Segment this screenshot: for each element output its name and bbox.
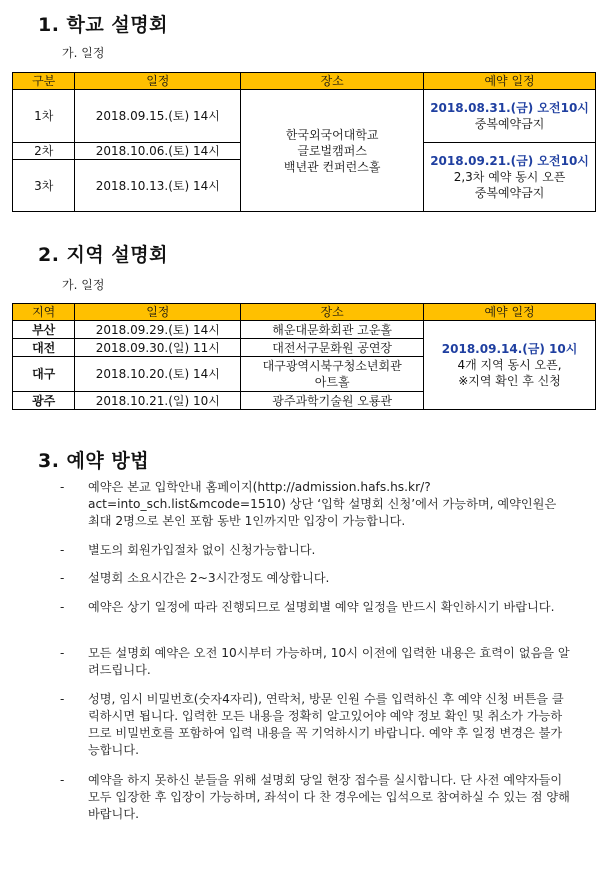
bullet: - [60,600,65,614]
date-cell: 2018.10.21.(일) 10시 [75,392,241,410]
section1-sub: 가. 일정 [62,46,105,60]
col-header: 일정 [75,73,241,90]
reservation-item: 설명회 소요시간은 2~3시간정도 예상합니다. [88,571,330,585]
region-cell: 대전 [13,339,75,357]
round-cell: 2차 [13,143,75,160]
col-header: 지역 [13,304,75,321]
date-cell: 2018.10.06.(토) 14시 [75,143,241,160]
place-line: 아트홀 [314,375,350,390]
reservation-item: 예약을 하지 못하신 분들을 위해 설명회 당일 현장 접수를 실시합니다. 단 사전 예약자들이 모두 입장한 후 입장이 가능하며, 좌석이 다 찬 경우에는 입석으로 참여하실 수 있는 점 양해 바랍니다. [88,773,570,821]
reservation-item: 예약은 본교 입학안내 홈페이지(http://admission.hafs.hs.kr/?act=into_sch.list&mcode=1510) 상단 ‘입학 설명회 신청’에서 가능하며, 예약인원은 최대 2명으로 본인 포함 동반 1인까지만 입장이 가능합니다. [88,480,557,528]
bullet: - [60,773,65,787]
place-line: 한국외국어대학교 [285,127,379,142]
reservation-item: 예약은 상기 일정에 따라 진행되므로 설명회별 예약 일정을 반드시 확인하시기 바랍니다. [88,600,555,614]
round-cell: 1차 [13,90,75,143]
round-cell: 3차 [13,160,75,212]
col-header: 장소 [241,73,424,90]
reservation-note: 4개 지역 동시 오픈, [457,358,562,373]
date-cell: 2018.09.29.(토) 14시 [75,321,241,339]
table-row [13,90,596,143]
reservation-note: ※지역 확인 후 신청 [458,374,561,389]
reservation-date: 2018.08.31.(금) 오전10시 [430,101,589,115]
reservation-item: 별도의 회원가입절차 없이 신청가능합니다. [88,543,316,557]
place-cell: 대전서구문화원 공연장 [241,339,424,357]
date-cell: 2018.09.15.(토) 14시 [75,90,241,143]
reservation-cell [424,321,596,410]
bullet: - [60,646,65,660]
place-cell [241,90,424,212]
table-row [13,321,596,339]
regional-schedule-table [12,303,596,410]
region-cell: 대구 [13,357,75,392]
date-cell: 2018.10.13.(토) 14시 [75,160,241,212]
section1-heading: 1. 학교 설명회 [38,14,168,36]
bullet: - [60,571,65,585]
place-cell: 광주과학기술원 오룡관 [241,392,424,410]
reservation-item: 성명, 임시 비밀번호(숫자4자리), 연락처, 방문 인원 수를 입력하신 후 예약 신청 버튼을 클릭하시면 됩니다. 입력한 모든 내용을 정확히 알고있어야 예약 정보 확인 및 취소가 가능하므로 비밀번호를 포함하여 입력 내용을 꼭 기억하시기 바랍니다. 예약 후 일정 변경은 불가능합니다. [88,692,564,757]
reservation-cell [424,143,596,212]
reservation-item: 모든 설명회 예약은 오전 10시부터 가능하며, 10시 이전에 입력한 내용은 효력이 없음을 알려드립니다. [88,646,570,677]
place-line: 대구광역시북구청소년회관 [262,359,402,373]
col-header: 일정 [75,304,241,321]
place-line: 글로벌캠퍼스 [297,143,367,158]
section2-sub: 가. 일정 [62,278,105,292]
bullet: - [60,543,65,557]
place-cell [241,357,424,392]
school-schedule-table [12,72,596,212]
place-cell: 해운대문화회관 고운홀 [241,321,424,339]
reservation-note: 중복예약금지 [474,117,545,132]
region-cell: 광주 [13,392,75,410]
col-header: 구분 [13,73,75,90]
col-header: 장소 [241,304,424,321]
section3-heading: 3. 예약 방법 [38,450,150,472]
reservation-note: 2,3차 예약 동시 오픈 [453,170,566,185]
section2-heading: 2. 지역 설명회 [38,244,168,266]
date-cell: 2018.10.20.(토) 14시 [75,357,241,392]
place-line: 백년관 컨퍼런스홀 [283,159,381,174]
bullet: - [60,480,65,494]
bullet: - [60,692,65,706]
reservation-note: 중복예약금지 [474,186,545,201]
region-cell: 부산 [13,321,75,339]
reservation-cell [424,90,596,143]
col-header: 예약 일정 [424,304,596,321]
reservation-date: 2018.09.21.(금) 오전10시 [430,154,589,168]
date-cell: 2018.09.30.(일) 11시 [75,339,241,357]
col-header: 예약 일정 [424,73,596,90]
reservation-date: 2018.09.14.(금) 10시 [441,341,578,356]
